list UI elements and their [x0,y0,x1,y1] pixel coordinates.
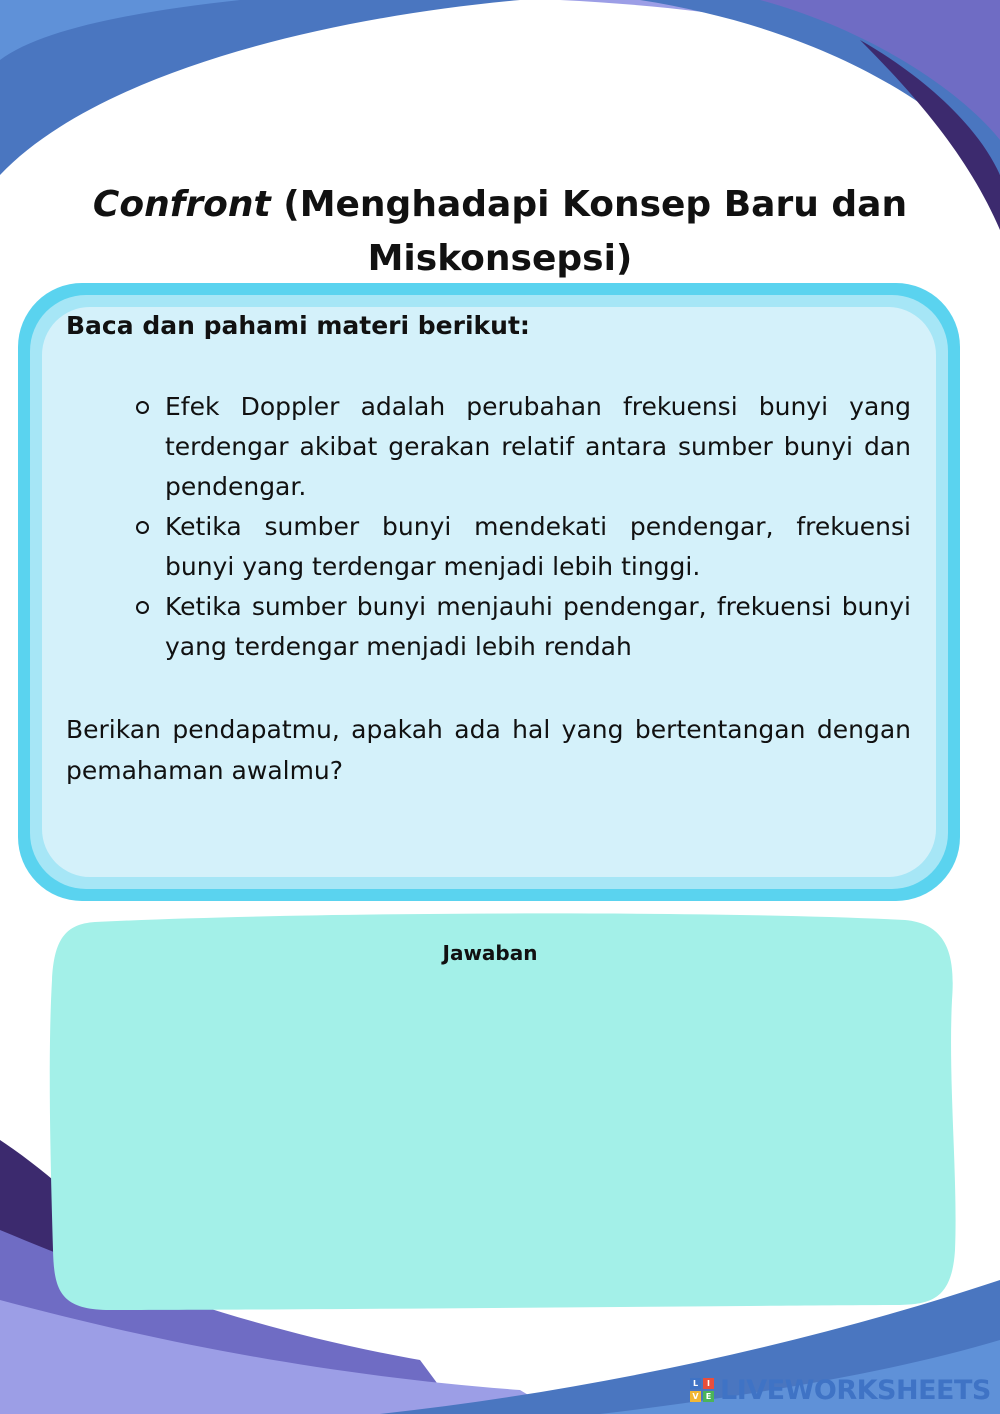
list-item-text: Efek Doppler adalah perubahan frekuensi bunyi yang terdengar akibat gerakan relatif antara sumber bunyi dan pendengar. [165,392,911,501]
liveworksheets-logo-icon [690,1378,714,1402]
list-item-text: Ketika sumber bunyi mendekati pendengar, frekuensi bunyi yang terdengar menjadi lebih tinggi. [165,512,911,581]
answer-label: Jawaban [442,941,538,965]
answer-area-shape [50,913,956,1310]
logo-letter: I [703,1378,714,1389]
instruction-text: Baca dan pahami materi berikut: [66,311,530,340]
question-text: Berikan pendapatmu, apakah ada hal yang bertentangan dengan pemahaman awalmu? [66,715,911,785]
liveworksheets-watermark [690,1372,991,1408]
logo-letter: V [690,1391,701,1402]
logo-letter: E [703,1391,714,1402]
logo-letter: L [690,1378,701,1389]
watermark-text: LIVEWORKSHEETS [720,1374,991,1406]
list-item-text: Ketika sumber bunyi menjauhi pendengar, frekuensi bunyi yang terdengar menjadi lebih rendah [165,592,911,661]
title-italic: Confront [92,184,271,225]
title-rest: (Menghadapi Konsep Baru dan Miskonsepsi) [270,184,908,279]
